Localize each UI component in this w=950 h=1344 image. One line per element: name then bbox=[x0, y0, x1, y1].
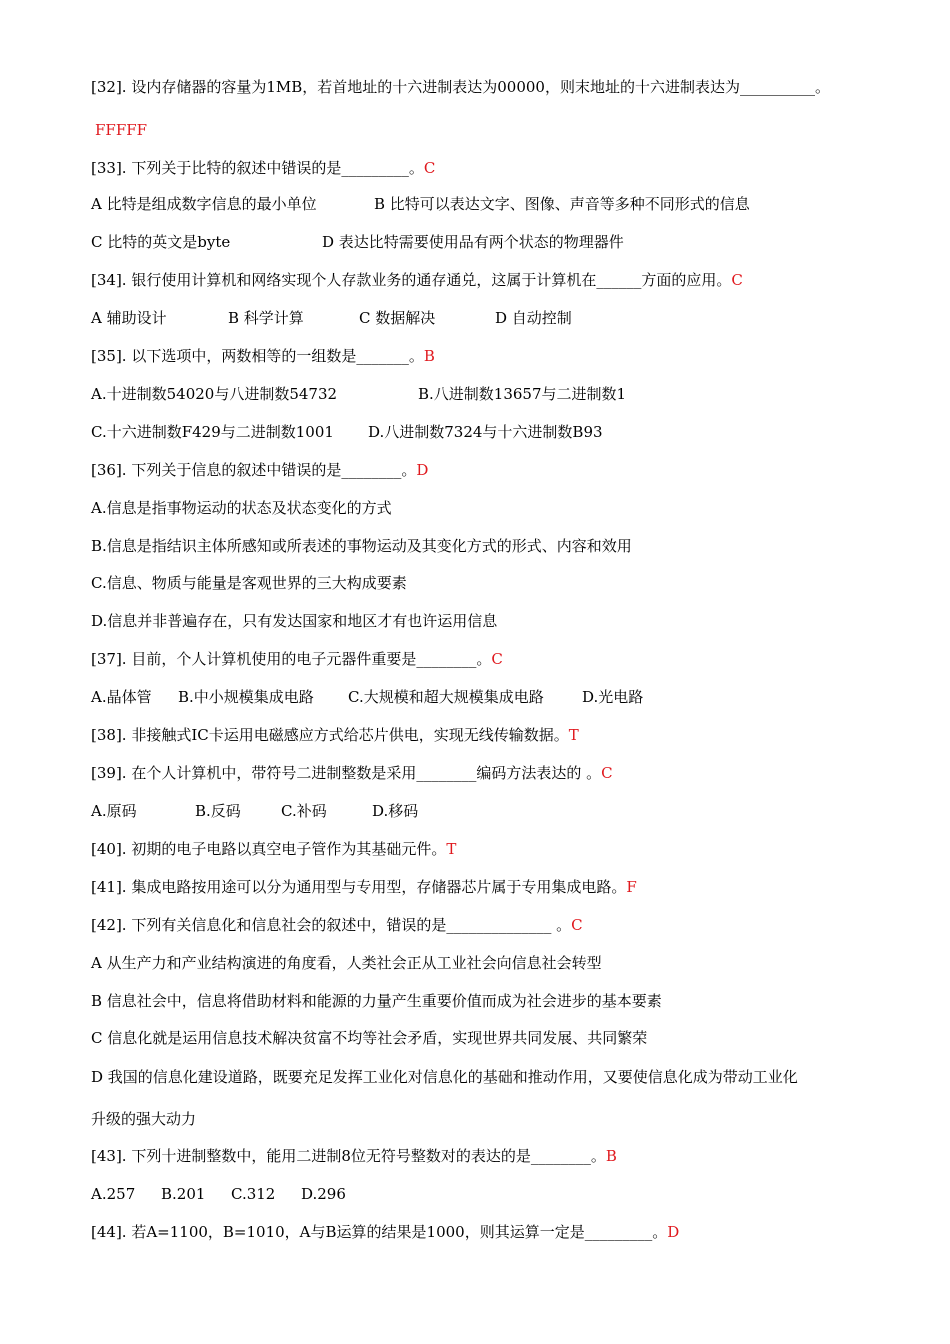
option-c: C 信息化就是运用信息技术解决贫富不均等社会矛盾，实现世界共同发展、共同繁荣 bbox=[91, 1029, 648, 1047]
options-39 bbox=[91, 801, 419, 821]
question-35 bbox=[91, 346, 435, 366]
answer-37: C bbox=[491, 650, 503, 668]
question-text: [33]. 下列关于比特的叙述中错误的是_________。 bbox=[91, 159, 424, 177]
option-d: D.八进制数7324与十六进制数B93 bbox=[368, 423, 603, 441]
question-text: [36]. 下列关于信息的叙述中错误的是________。 bbox=[91, 461, 417, 479]
option-a: A.晶体管 bbox=[91, 688, 152, 706]
question-text: [42]. 下列有关信息化和信息社会的叙述中，错误的是______________ 。 bbox=[91, 916, 572, 934]
option-b: B.201 bbox=[161, 1185, 206, 1203]
answer-32: FFFFF bbox=[95, 121, 148, 139]
option-c: C.大规模和超大规模集成电路 bbox=[348, 688, 544, 706]
option-b: B.中小规模集成电路 bbox=[178, 688, 314, 706]
options-35-row2 bbox=[91, 422, 603, 442]
option-a: A 辅助设计 bbox=[91, 309, 167, 327]
option-c: C.补码 bbox=[281, 802, 327, 820]
options-43 bbox=[91, 1184, 346, 1204]
option-d: D 表达比特需要使用品有两个状态的物理器件 bbox=[322, 233, 624, 251]
answer-38: T bbox=[568, 726, 579, 744]
option-a: A 比特是组成数字信息的最小单位 bbox=[91, 195, 317, 213]
question-text: [32]. 设内存储器的容量为1MB，若首地址的十六进制表达为00000，则末地址的十六进制表达为__________。 bbox=[91, 78, 830, 96]
option-d: D 我国的信息化建设道路，既要充足发挥工业化对信息化的基础和推动作用，又要使信息化成为带动工业化 bbox=[91, 1068, 798, 1086]
option-a: A.信息是指事物运动的状态及状态变化的方式 bbox=[91, 499, 392, 517]
option-a: A.257 bbox=[91, 1185, 136, 1203]
options-33-row2 bbox=[91, 232, 624, 252]
option-c: C 比特的英文是byte bbox=[91, 233, 231, 251]
answer-39: C bbox=[601, 764, 613, 782]
options-34 bbox=[91, 308, 572, 328]
option-d: D 自动控制 bbox=[495, 309, 572, 327]
option-d-continuation: 升级的强大动力 bbox=[91, 1110, 197, 1128]
option-c: C.312 bbox=[231, 1185, 276, 1203]
option-d: D.移码 bbox=[372, 802, 419, 820]
option-b: B 科学计算 bbox=[228, 309, 304, 327]
options-35-row1 bbox=[91, 384, 627, 404]
answer-44: D bbox=[667, 1223, 680, 1241]
question-text: [41]. 集成电路按用途可以分为通用型与专用型，存储器芯片属于专用集成电路。 bbox=[91, 878, 627, 896]
answer-33: C bbox=[423, 159, 436, 177]
option-b: B 比特可以表达文字、图像、声音等多种不同形式的信息 bbox=[374, 195, 750, 213]
answer-41: F bbox=[626, 878, 637, 896]
option-b: B.反码 bbox=[195, 802, 241, 820]
question-40 bbox=[91, 839, 456, 859]
question-34 bbox=[91, 270, 743, 290]
question-text: [39]. 在个人计算机中，带符号二进制整数是采用________编码方法表达的 。 bbox=[91, 764, 602, 782]
question-text: [34]. 银行使用计算机和网络实现个人存款业务的通存通兑，这属于计算机在______方面的应用。 bbox=[91, 271, 732, 289]
answer-35: B bbox=[423, 347, 435, 365]
question-text: [44]. 若A=1100，B=1010，A与B运算的结果是1000，则其运算一定是_________。 bbox=[91, 1223, 668, 1241]
option-a: A 从生产力和产业结构演进的角度看，人类社会正从工业社会向信息社会转型 bbox=[91, 954, 602, 972]
question-text: [40]. 初期的电子电路以真空电子管作为其基础元件。 bbox=[91, 840, 447, 858]
question-text: [43]. 下列十进制整数中，能用二进制8位无符号整数对的表达的是________。 bbox=[91, 1147, 606, 1165]
option-a: A.原码 bbox=[91, 802, 137, 820]
question-text: [38]. 非接触式IC卡运用电磁感应方式给芯片供电，实现无线传输数据。 bbox=[91, 726, 569, 744]
options-37 bbox=[91, 687, 644, 707]
options-33-row1 bbox=[91, 194, 750, 214]
question-44 bbox=[91, 1222, 679, 1242]
option-d: D.296 bbox=[301, 1185, 346, 1203]
option-b: B.信息是指结识主体所感知或所表述的事物运动及其变化方式的形式、内容和效用 bbox=[91, 537, 632, 555]
answer-36: D bbox=[416, 461, 429, 479]
question-33 bbox=[91, 158, 435, 178]
option-b: B.八进制数13657与二进制数1 bbox=[418, 385, 627, 403]
option-c: C.信息、物质与能量是客观世界的三大构成要素 bbox=[91, 574, 407, 592]
question-text: [37]. 目前，个人计算机使用的电子元器件重要是________。 bbox=[91, 650, 492, 668]
question-text: [35]. 以下选项中，两数相等的一组数是_______。 bbox=[91, 347, 424, 365]
question-38 bbox=[91, 725, 579, 745]
question-42 bbox=[91, 915, 583, 935]
answer-43: B bbox=[605, 1147, 617, 1165]
question-36 bbox=[91, 460, 428, 480]
answer-42: C bbox=[571, 916, 583, 934]
question-37 bbox=[91, 649, 503, 669]
question-41 bbox=[91, 877, 637, 897]
option-c: C.十六进制数F429与二进制数1001 bbox=[91, 423, 334, 441]
option-a: A.十进制数54020与八进制数54732 bbox=[91, 385, 338, 403]
option-b: B 信息社会中，信息将借助材料和能源的力量产生重要价值而成为社会进步的基本要素 bbox=[91, 992, 662, 1010]
question-32 bbox=[91, 77, 830, 97]
answer-34: C bbox=[731, 271, 743, 289]
option-c: C 数据解决 bbox=[359, 309, 436, 327]
answer-40: T bbox=[446, 840, 457, 858]
question-39 bbox=[91, 763, 613, 783]
question-43 bbox=[91, 1146, 617, 1166]
option-d: D.信息并非普遍存在，只有发达国家和地区才有也许运用信息 bbox=[91, 612, 498, 630]
option-d: D.光电路 bbox=[582, 688, 644, 706]
